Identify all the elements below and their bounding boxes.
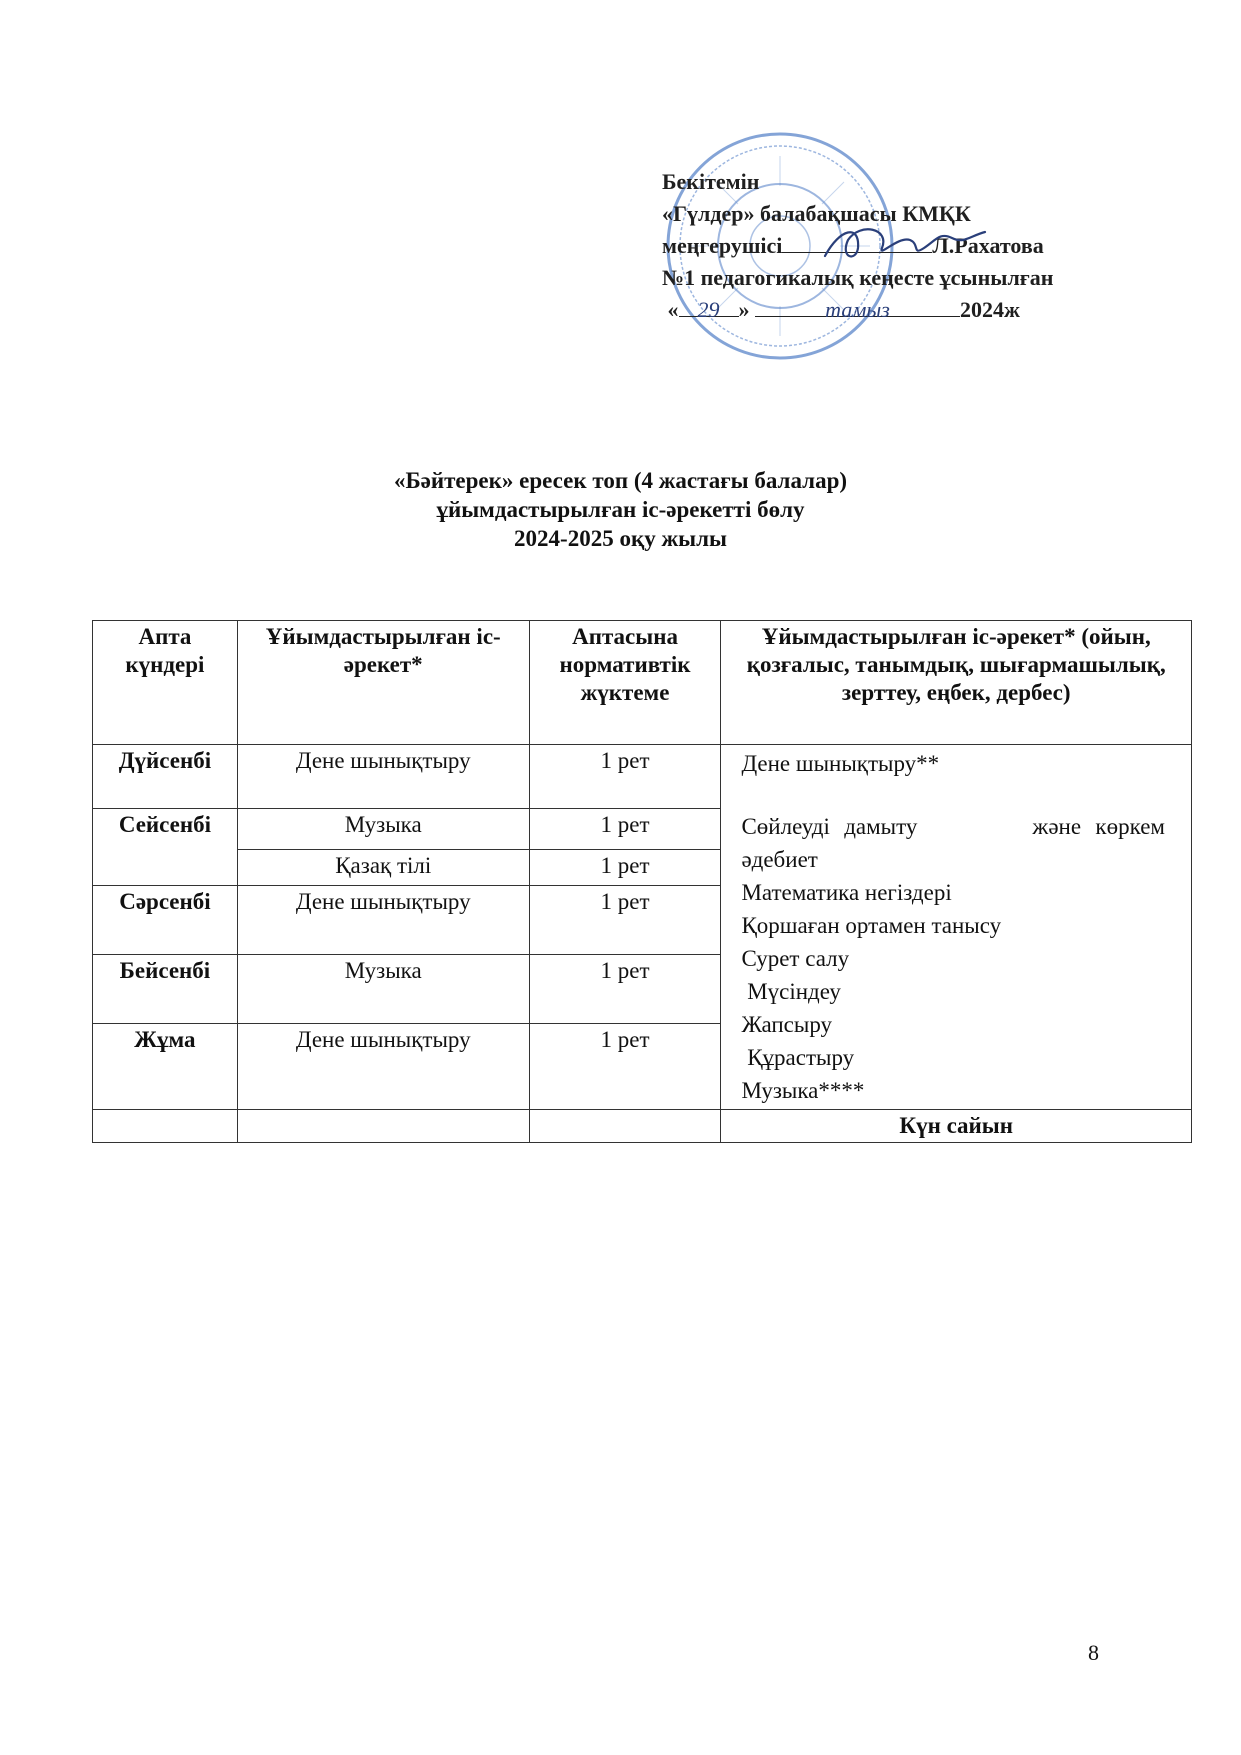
load-cell: 1 рет xyxy=(529,809,721,850)
document-title xyxy=(0,466,1241,553)
approval-line-5 xyxy=(662,294,1182,326)
day-cell: Жұма xyxy=(93,1024,238,1110)
page-number: 8 xyxy=(1088,1640,1099,1665)
head-label: меңгерушісі xyxy=(662,233,783,258)
table-footer-row xyxy=(93,1110,1192,1143)
activity-item xyxy=(741,810,1165,843)
load-cell: 1 рет xyxy=(529,1024,721,1110)
activity-cell: Музыка xyxy=(237,955,529,1024)
activity-cell: Дене шынықтыру xyxy=(237,886,529,955)
activity-item: Математика негіздері xyxy=(741,880,952,905)
approval-line-4: №1 педагогикалық кеңесте ұсынылған xyxy=(662,265,1054,290)
activity-item: Музыка**** xyxy=(741,1078,865,1103)
date-month: тамыз xyxy=(755,294,960,317)
header-activity: Ұйымдастырылған іс-әрекет* xyxy=(237,621,529,745)
handwritten-signature xyxy=(820,218,990,268)
empty-cell xyxy=(529,1110,721,1143)
word: көркем xyxy=(1095,814,1165,839)
activity-cell: Қазақ тілі xyxy=(237,850,529,886)
header-weekdays: Апта күндері xyxy=(93,621,238,745)
quote-open: « xyxy=(667,297,679,322)
activity-cell: Дене шынықтыру xyxy=(237,745,529,809)
approval-line-2: «Гүлдер» балабақшасы КМҚК xyxy=(662,201,971,226)
word: және xyxy=(1032,814,1082,839)
activity-item: Дене шынықтыру** xyxy=(741,751,940,776)
activity-item: Сурет салу xyxy=(741,946,850,971)
load-cell: 1 рет xyxy=(529,886,721,955)
date-day: 29 xyxy=(679,294,739,317)
activities-list xyxy=(721,745,1192,1110)
day-cell: Сәрсенбі xyxy=(93,886,238,955)
head-name: Л.Рахатова xyxy=(932,233,1044,258)
activity-item: Жапсыру xyxy=(741,1012,833,1037)
quote-close: » xyxy=(738,297,750,322)
load-cell: 1 рет xyxy=(529,850,721,886)
empty-cell xyxy=(237,1110,529,1143)
title-line-2: ұйымдастырылған іс-әрекетті бөлу xyxy=(436,497,805,522)
header-activity-types: Ұйымдастырылған іс-әрекет* (ойын, қозғалыс, танымдық, шығармашылық, зерттеу, еңбек, дербес) xyxy=(721,621,1192,745)
day-cell: Сейсенбі xyxy=(93,809,238,886)
activity-cell: Музыка xyxy=(237,809,529,850)
date-year: 2024ж xyxy=(960,297,1020,322)
activity-item: әдебиет xyxy=(741,847,818,872)
word: дамыту xyxy=(844,814,918,839)
load-cell: 1 рет xyxy=(529,745,721,809)
daily-label: Күн сайын xyxy=(721,1110,1192,1143)
title-line-1: «Бәйтерек» ересек топ (4 жастағы балалар) xyxy=(393,468,848,493)
table-row xyxy=(93,745,1192,809)
title-line-3: 2024-2025 оқу жылы xyxy=(514,526,727,551)
header-weekly-load: Аптасына нормативтік жүктеме xyxy=(529,621,721,745)
activity-item: Қоршаған ортамен танысу xyxy=(741,913,1002,938)
approval-line-1: Бекітемін xyxy=(662,169,760,194)
schedule-table xyxy=(92,620,1192,1143)
table-header-row xyxy=(93,621,1192,745)
word: Сөйлеуді xyxy=(741,814,830,839)
day-cell: Дүйсенбі xyxy=(93,745,238,809)
load-cell: 1 рет xyxy=(529,955,721,1024)
activity-item: Мүсіндеу xyxy=(741,979,841,1004)
activity-item: Құрастыру xyxy=(741,1045,855,1070)
empty-cell xyxy=(93,1110,238,1143)
day-cell: Бейсенбі xyxy=(93,955,238,1024)
activity-cell: Дене шынықтыру xyxy=(237,1024,529,1110)
